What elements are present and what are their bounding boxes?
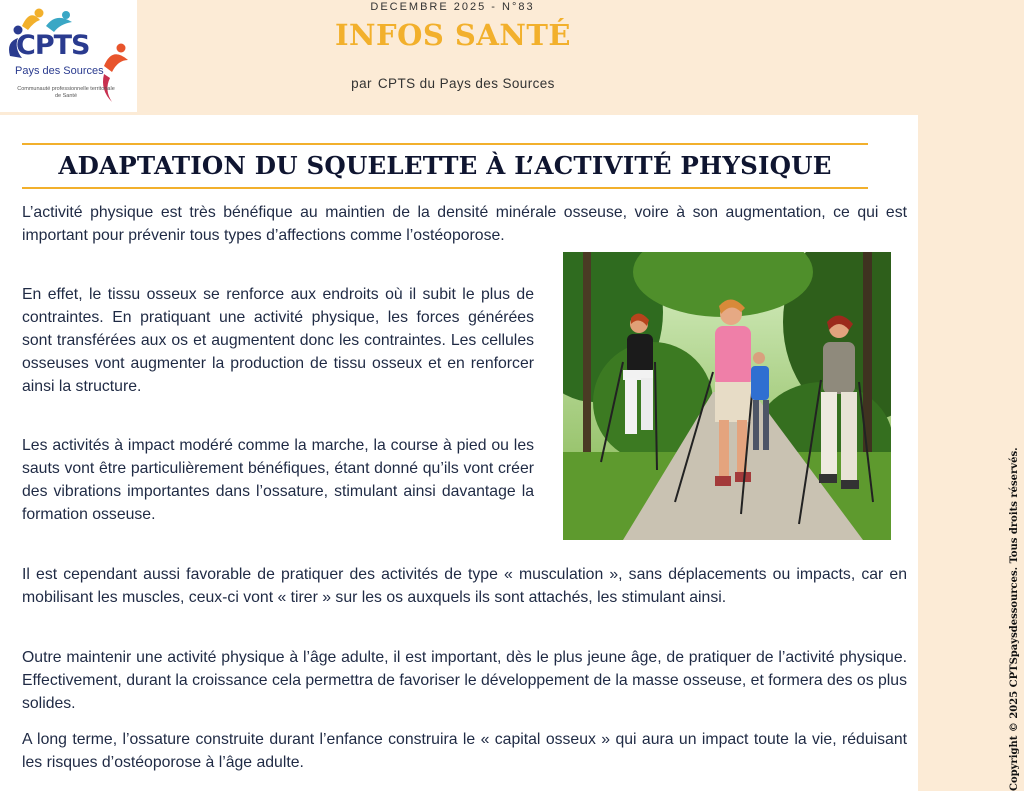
nordic-walking-photo: [563, 252, 891, 540]
issue-number: DECEMBRE 2025 - N°83: [370, 1, 535, 13]
article-panel: [0, 115, 918, 791]
article-paragraph-3: Les activités à impact modéré comme la marche, la course à pied ou les sauts vont être particulièrement bénéfiques, étant donné qu’ils vont créer des vibrations importantes dans l’ossature, stimulant ainsi davantage la formation osseuse.: [22, 437, 534, 523]
article-title-frame: [22, 143, 868, 189]
article-paragraph-6: A long terme, l’ossature construite durant l’enfance construira le « capital osseux » qui aura un impact toute la vie, réduisant les risques d’ostéoporose à l’âge adulte.: [22, 731, 907, 771]
logo-subtitle: Pays des Sources: [15, 65, 104, 77]
article-paragraph-5: Outre maintenir une activité physique à l’âge adulte, il est important, dès le plus jeune âge, de pratiquer de l’activité physique. Effectivement, durant la croissance cela permettra de favoriser le développement de la masse osseuse, et formera des os plus solides.: [22, 649, 907, 712]
byline-author: CPTS du Pays des Sources: [377, 76, 555, 91]
article-paragraph-4: Il est cependant aussi favorable de pratiquer des activités de type « musculation », sans déplacements ou impacts, car en mobilisant les muscles, ceux-ci vont « tirer » sur les os auxquels ils sont attachés, les stimulant ainsi.: [22, 566, 907, 606]
article-paragraph-2: En effet, le tissu osseux se renforce aux endroits où il subit le plus de contraintes. En pratiquant une activité physique, les forces générées sont transférées aux os et augmentent donc les contraintes. Les cellules osseuses vont augmenter la production de tissu osseux et en renforcer ainsi la structure.: [22, 286, 534, 395]
article-intro: L’activité physique est très bénéfique au maintien de la densité minérale osseuse, voire à son augmentation, ce qui est important pour prévenir tous types d’affections comme l’ostéoporose.: [22, 204, 907, 244]
newsletter-title: INFOS SANTÉ: [334, 18, 572, 52]
byline-prefix: par: [351, 76, 372, 91]
article-title: ADAPTATION DU SQUELETTE À L’ACTIVITÉ PHYSIQUE: [58, 151, 832, 180]
byline: [300, 76, 606, 91]
cpts-logo: [0, 0, 137, 112]
copyright-notice: Copyright © 2025 CPTSpaysdessources. Tous droits réservés.: [1009, 447, 1020, 791]
logo-name: CPTS: [16, 30, 90, 61]
logo-tagline: Communauté professionnelle territoriale de Santé: [17, 86, 115, 99]
